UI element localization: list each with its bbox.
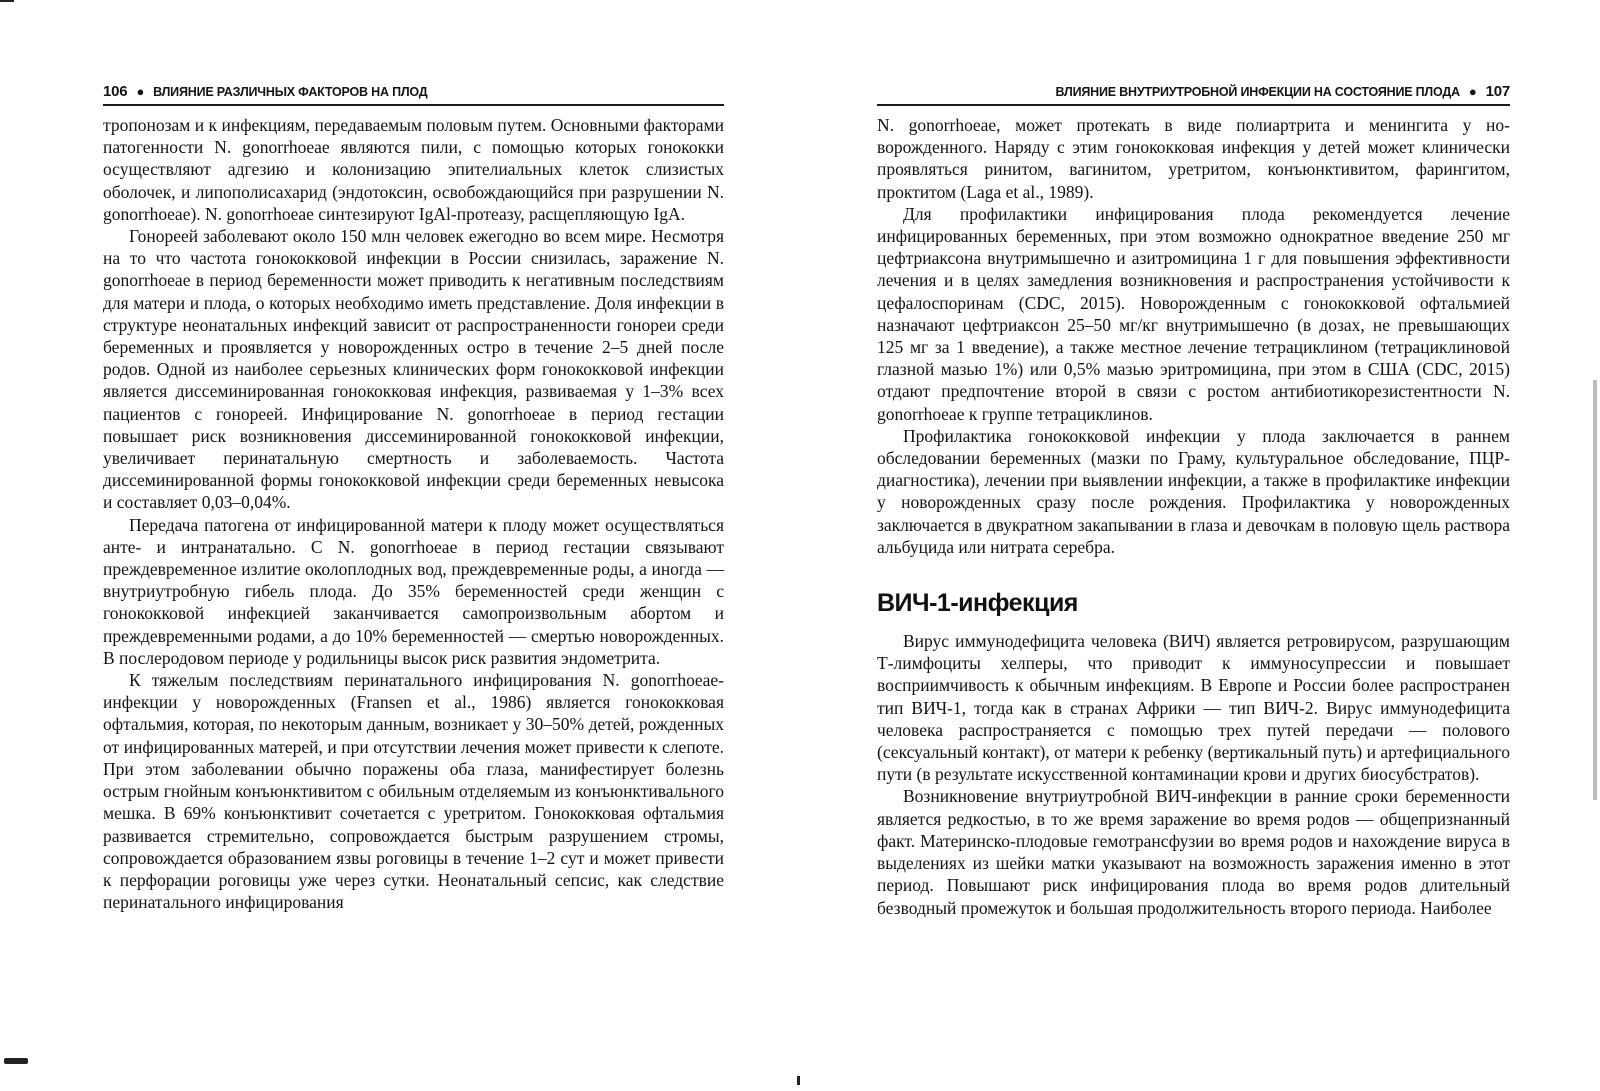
page-edge-shadow: [1593, 380, 1597, 800]
right-page-number: 107: [1485, 83, 1510, 100]
paragraph: Для профилактики инфицирования плода рекомендуется лечение инфицированных беременных, при этом возможно однократное введение 250 мг цефтриаксона внутримышечно и азитромицина 1 г для повышения эффективности лечения и в целях замедления возникновения и распространения устойчивости к цефалоспоринам (CDC, 2015). Новорожденным с гонококковой офтальмией назначают цефтриаксон 25–50 мг/кг внутримышечно (в дозах, не превышающих 125 мг за 1 введение), а также местное лечение тетрациклином (тетрациклиновой глазной мазью 1%) или 0,5% мазью эритромицина, при этом в США (CDC, 2015) отдают предпочтение второй в связи с ростом антибиотикорезистентности N. gonorrhoeae к группе тетрациклинов.: [877, 203, 1510, 424]
separator-bullet: ●: [136, 84, 145, 99]
right-page: [800, 0, 1600, 1091]
left-page-number: 106: [103, 83, 128, 100]
right-running-title: ВЛИЯНИЕ ВНУТРИУТРОБНОЙ ИНФЕКЦИИ НА СОСТОЯНИЕ ПЛОДА: [1055, 85, 1460, 99]
left-running-title: ВЛИЯНИЕ РАЗЛИЧНЫХ ФАКТОРОВ НА ПЛОД: [153, 85, 428, 99]
paragraph: Вирус иммунодефицита человека (ВИЧ) является ретровирусом, разрушающим Т-лимфоциты хелперы, что приводит к иммуносупрессии и повышает восприимчивость к обычным инфекциям. В Европе и России более распространен тип ВИЧ-1, тогда как в странах Африки — тип ВИЧ-2. Вирус иммунодефицита человека распространяется с помощью трех путей передачи — полового (сексуальный контакт), от матери к ребенку (вертикальный путь) и артефициального пути (в результате искусственной контаминации крови и других биосубстратов).: [877, 631, 1510, 785]
paragraph: Передача патогена от инфицированной матери к плоду может осуществляться анте- и интранатально. С N. gonorrhoeae в период гестации связывают преждевременное излитие околоплодных вод, преждевременные роды, а иногда — внутриутробную гибель плода. До 35% беременностей среди женщин с гонококковой инфекцией заканчивается самопроизвольным абортом и преждевременными родами, а до 10% беременностей — смертью новорожденных. В послеродовом периоде у родильницы высок риск развития эндометрита.: [103, 514, 724, 668]
right-running-head: [877, 82, 1510, 106]
paragraph: Возникновение внутриутробной ВИЧ-инфекции в ранние сроки беременности является редкостью, в то же время заражение во время родов — общепризнанный факт. Материнско-плодовые гемотрансфузии во время родов и нахождение вируса в выделениях из шейки матки указывают на возможность заражения именно в этот период. Повышают риск инфицирования плода во время родов длительный безводный промежуток и большая продолжительность второго периода. Наиболее: [877, 786, 1510, 918]
paragraph: Профилактика гонококковой инфекции у плода заключается в раннем обследовании беременных (мазки по Граму, культуральное обследование, ПЦР-диагностика), лечении при выявлении инфекции, а также в профилактике инфекции у новорожденных сразу после рождения. Профилактика у новорожденных заключается в двукратном закапывании в глаза и девочкам в половую щель раствора альбуцида или нитрата серебра.: [877, 425, 1510, 557]
paragraph: тропонозам и к инфекциям, передаваемым половым путем. Основными факторами патогенности N. gonorrhoeae являются пили, с помощью которых гонококки осуществляют адгезию и колонизацию эпителиальных клеток слизистых оболочек, и липополисахарид (эндотоксин, освобождающийся при разрушении N. gonorrhoeae). N. gonorrhoeae синтезируют IgAl-протеазу, расщепляющую IgA.: [103, 115, 724, 224]
paragraph: Гонореей заболевают около 150 млн человек ежегодно во всем мире. Несмотря на то что частота гонококковой инфекции в России снизилась, заражение N. gonorrhoeae в период беременности может приводить к негативным последствиям для матери и плода, о которых необходимо иметь представление. Доля инфекции в структуре неонатальных инфекций зависит от распространенности гонореи среди беременных и проявляется у новорожденных остро в течение 2–5 дней после родов. Одной из наиболее серьезных клинических форм гонококковой инфекции является диссеминированная гонококковая инфекция, развиваемая у 1–3% всех пациентов с гонореей. Инфицирование N. gonorrhoeae в период гестации повышает риск возникновения диссеминированной гонококковой инфекции, увеличивает перинатальную смертность и заболеваемость. Частота диссеминированной формы гонококковой инфекции среди беременных невысока и составляет 0,03–0,04%.: [103, 226, 724, 513]
left-running-head: [103, 82, 724, 106]
paragraph: К тяжелым последствиям перинатального инфицирования N. gonorrhoeae-инфекции у новорожденных (Fransen et al., 1986) является гонококковая офтальмия, которая, по некоторым данным, возникает у 30–50% детей, рожденных от инфицированных матерей, и при отсутствии лечения может привести к слепоте. При этом заболевании обычно поражены оба глаза, манифестирует болезнь острым гнойным конъюнктивитом с обильным отделяемым из конъюнктивального мешка. В 69% конъюнктивит сочетается с уретритом. Гонококковая офтальмия развивается стремительно, сопровождается быстрым разрушением стромы, сопровождается образованием язвы роговицы в течение 1–2 сут и может привести к перфорации роговицы уже через сутки. Неонатальный сепсис, как следствие перинатального инфицирования: [103, 670, 724, 913]
left-body-text: [103, 114, 724, 913]
section-heading: ВИЧ-1-инфекция: [877, 589, 1078, 618]
paragraph: N. gonorrhoeae, может протекать в виде полиартрита и менингита у новорожденного. Наряду с этим гонококковая инфекция у детей может клинически проявляться ринитом, вагинитом, уретритом, конъюнктивитом, фарингитом, проктитом (Laga et al., 1989).: [877, 115, 1510, 202]
gutter-mark: [797, 1076, 800, 1085]
scan-artifact: [4, 1058, 28, 1064]
separator-bullet: ●: [1468, 84, 1477, 99]
scan-artifact: [0, 0, 14, 2]
right-body-text: [877, 114, 1510, 919]
